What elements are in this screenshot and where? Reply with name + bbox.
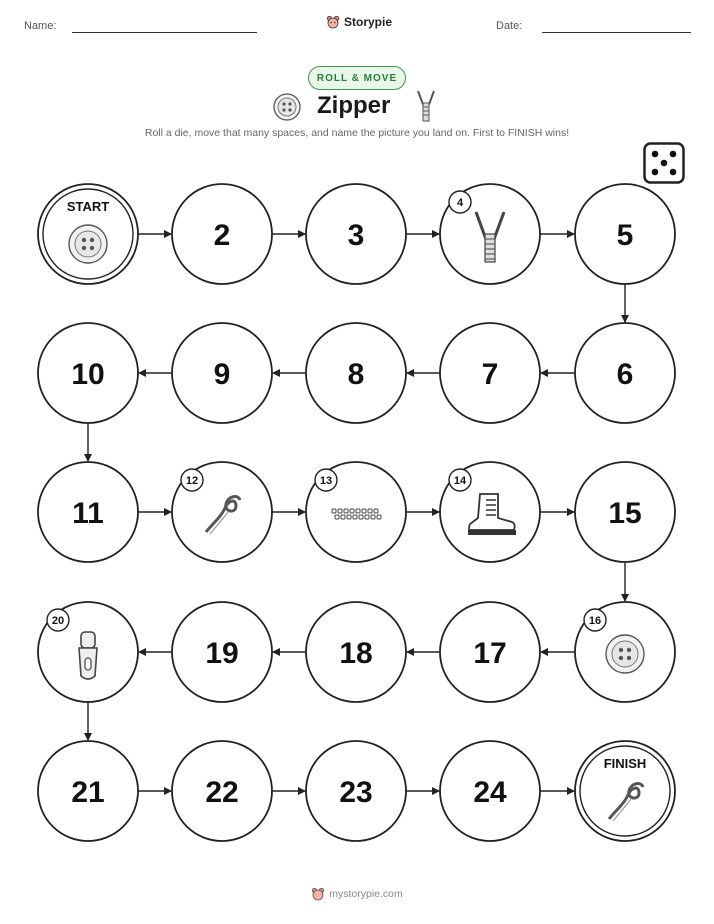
board-space[interactable] — [38, 741, 138, 841]
space-number: 20 — [51, 615, 65, 627]
name-label: Name: — [24, 20, 57, 32]
space-number: 14 — [453, 475, 467, 487]
board-space[interactable] — [172, 184, 272, 284]
button-icon — [606, 635, 644, 673]
button-icon — [69, 225, 107, 263]
board-space[interactable] — [440, 323, 540, 423]
space-number: 16 — [588, 615, 602, 627]
bear-icon — [311, 887, 325, 901]
board-space[interactable] — [38, 462, 138, 562]
start-label: START — [66, 199, 110, 214]
space-number: 13 — [319, 475, 333, 487]
board-space[interactable] — [440, 741, 540, 841]
brand-name: Storypie — [344, 15, 393, 29]
space-number: 7 — [481, 358, 499, 391]
space-number: 17 — [473, 637, 507, 670]
board-space[interactable] — [575, 462, 675, 562]
start-space[interactable] — [38, 184, 138, 284]
board-space[interactable] — [575, 602, 675, 702]
space-number: 23 — [339, 776, 373, 809]
space-number: 11 — [72, 497, 104, 530]
board-space[interactable] — [38, 602, 138, 702]
activity-badge: ROLL & MOVE — [308, 66, 406, 90]
space-number: 4 — [456, 197, 464, 209]
board-space[interactable] — [575, 184, 675, 284]
space-number: 2 — [213, 219, 231, 252]
space-number: 9 — [213, 358, 231, 391]
space-number: 8 — [347, 358, 365, 391]
space-number: 6 — [616, 358, 634, 391]
board-space[interactable] — [38, 323, 138, 423]
date-label: Date: — [496, 20, 523, 32]
board-space[interactable] — [172, 323, 272, 423]
footer-url: mystorypie.com — [329, 888, 403, 900]
space-number: 12 — [185, 475, 199, 487]
zipper-pull-icon — [79, 632, 97, 679]
finish-label: FINISH — [603, 756, 647, 771]
space-number: 21 — [71, 776, 105, 809]
space-number: 24 — [473, 776, 507, 809]
board-space[interactable] — [172, 741, 272, 841]
board-space[interactable] — [306, 462, 406, 562]
space-number: 22 — [205, 776, 239, 809]
board-space[interactable] — [172, 602, 272, 702]
board-space[interactable] — [440, 462, 540, 562]
space-number: 3 — [347, 219, 365, 252]
board-space[interactable] — [306, 323, 406, 423]
board-space[interactable] — [306, 602, 406, 702]
board-space[interactable] — [172, 462, 272, 562]
space-number: 5 — [616, 219, 634, 252]
board-space[interactable] — [306, 184, 406, 284]
finish-space[interactable] — [575, 741, 675, 841]
space-number: 15 — [608, 497, 642, 530]
instructions: Roll a die, move that many spaces, and name the picture you land on. First to FINISH wins! — [144, 127, 570, 139]
board-space[interactable] — [306, 741, 406, 841]
board-space[interactable] — [440, 602, 540, 702]
space-number: 10 — [71, 358, 105, 391]
space-number: 19 — [205, 637, 239, 670]
board-space[interactable] — [440, 184, 540, 284]
footer — [0, 887, 714, 901]
space-number: 18 — [339, 637, 373, 670]
page-title: Zipper — [317, 92, 391, 119]
board-space[interactable] — [575, 323, 675, 423]
